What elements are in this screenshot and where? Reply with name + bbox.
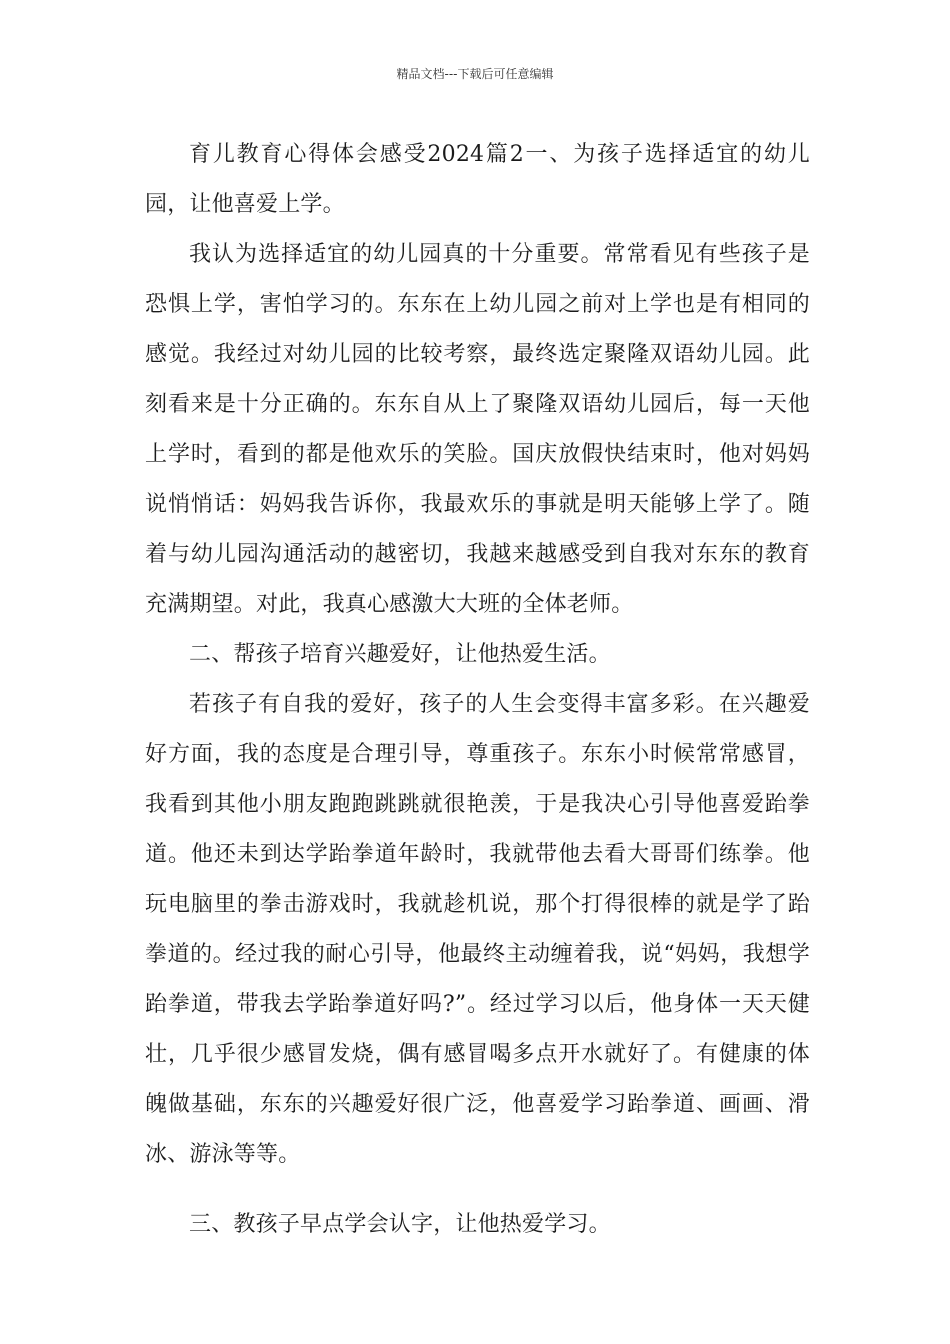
paragraph-kindergarten: 我认为选择适宜的幼儿园真的十分重要。常常看见有些孩子是恐惧上学，害怕学习的。东东在上幼儿园之前对上学也是有相同的感觉。我经过对幼儿园的比较考察，最终选定聚隆双语幼儿园。此刻看来是十分正确的。东东自从上了聚隆双语幼儿园后，每一天他上学时，看到的都是他欢乐的笑脸。国庆放假快结束时，他对妈妈说悄悄话：妈妈我告诉你，我最欢乐的事就是明天能够上学了。随着与幼儿园沟通活动的越密切，我越来越感受到自我对东东的教育充满期望。对此，我真心感激大大班的全体老师。 <box>145 242 810 617</box>
paragraph-intro: 育儿教育心得体会感受2024篇2一、为孩子选择适宜的幼儿园，让他喜爱上学。 <box>145 142 810 217</box>
paragraph-hobbies: 若孩子有自我的爱好，孩子的人生会变得丰富多彩。在兴趣爱好方面，我的态度是合理引导，尊重孩子。东东小时候常常感冒，我看到其他小朋友跑跑跳跳就很艳羡，于是我决心引导他喜爱跆拳道。他还未到达学跆拳道年龄时，我就带他去看大哥哥们练拳。他玩电脑里的拳击游戏时，我就趁机说，那个打得很棒的就是学了跆拳道的。经过我的耐心引导，他最终主动缠着我，说“妈妈，我想学跆拳道，带我去学跆拳道好吗?”。经过学习以后，他身体一天天健壮，几乎很少感冒发烧，偶有感冒喝多点开水就好了。有健康的体魄做基础，东东的兴趣爱好很广泛，他喜爱学习跆拳道、画画、滑冰、游泳等等。 <box>145 692 810 1167</box>
page-header: 精品文档---下载后可任意编辑 <box>396 67 554 81</box>
section-heading-hobbies: 二、帮孩子培育兴趣爱好，让他热爱生活。 <box>189 642 611 667</box>
document-body <box>145 130 810 1250</box>
section-heading-reading: 三、教孩子早点学会认字，让他热爱学习。 <box>189 1212 611 1237</box>
